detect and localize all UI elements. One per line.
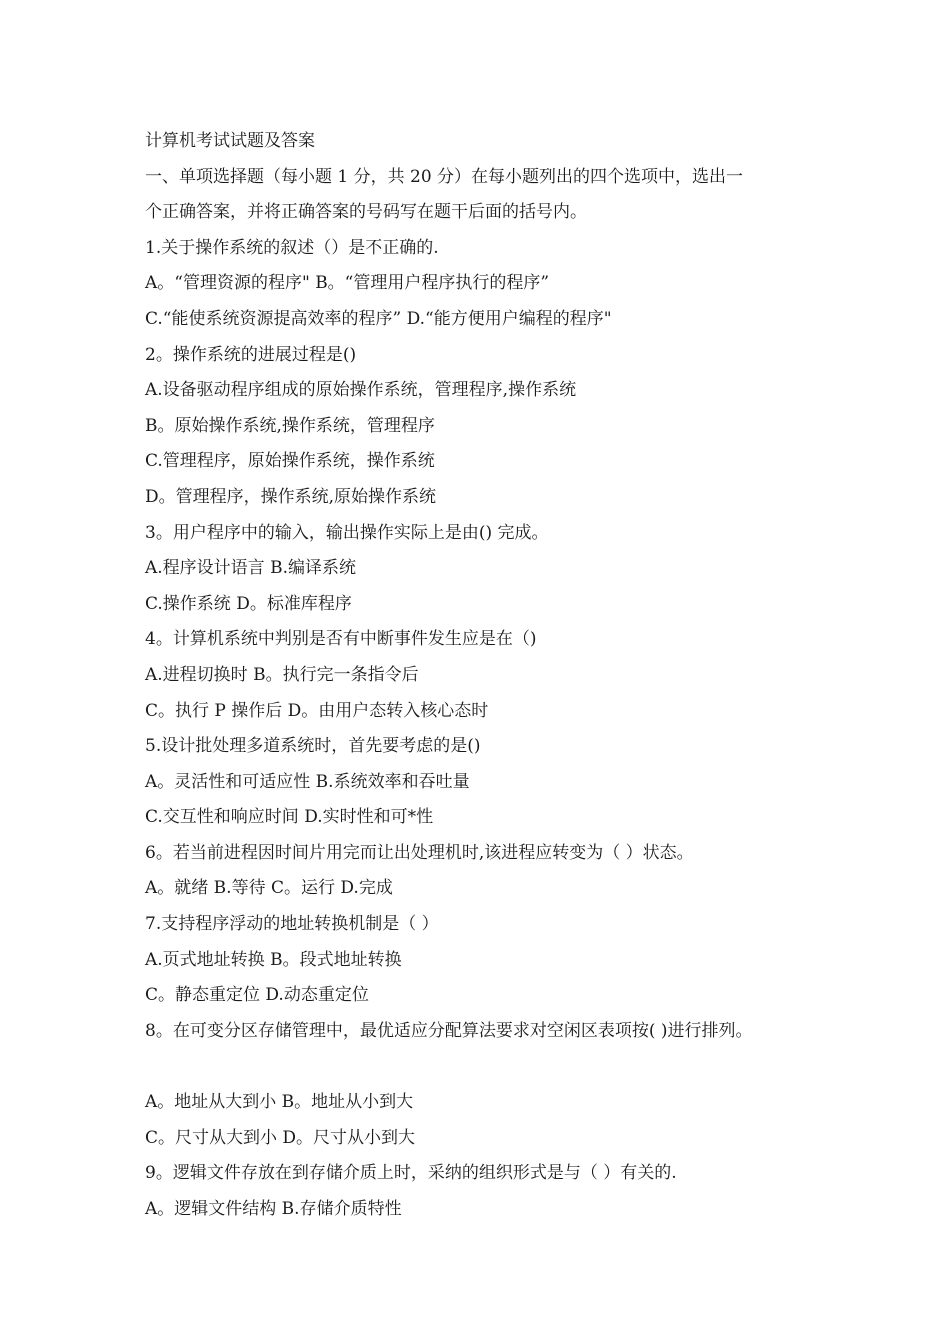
section-heading-line-2: 个正确答案，并将正确答案的号码写在题干后面的括号内。 <box>145 202 587 223</box>
question-7: 7.支持程序浮动的地址转换机制是（ ） <box>145 914 439 935</box>
document-title: 计算机考试试题及答案 <box>145 131 315 151</box>
question-7-options-ab: A.页式地址转换 B。段式地址转换 <box>145 949 402 970</box>
question-4: 4。计算机系统中判别是否有中断事件发生应是在（) <box>145 629 537 650</box>
question-1-options-ab: A。“管理资源的程序" B。“管理用户程序执行的程序” <box>145 273 550 294</box>
question-2-option-a: A.设备驱动程序组成的原始操作系统，管理程序,操作系统 <box>145 380 577 401</box>
question-8-options-cd: C。尺寸从大到小 D。尺寸从小到大 <box>145 1127 416 1148</box>
question-3-options-cd: C.操作系统 D。标准库程序 <box>145 593 352 614</box>
question-3-options-ab: A.程序设计语言 B.编译系统 <box>145 558 356 579</box>
question-7-options-cd: C。静态重定位 D.动态重定位 <box>145 985 369 1006</box>
question-1: 1.关于操作系统的叙述（）是不正确的. <box>145 237 439 258</box>
question-4-options-ab: A.进程切换时 B。执行完一条指令后 <box>145 664 419 685</box>
question-6: 6。若当前进程因时间片用完而让出处理机时,该进程应转变为（ ）状态。 <box>145 842 694 863</box>
question-2-option-c: C.管理程序，原始操作系统，操作系统 <box>145 451 435 472</box>
question-2: 2。操作系统的进展过程是() <box>145 344 357 365</box>
question-1-options-cd: C.“能使系统资源提高效率的程序” D.“能方便用户编程的程序" <box>145 308 612 329</box>
question-8-options-ab: A。地址从大到小 B。地址从小到大 <box>145 1092 414 1113</box>
question-3: 3。用户程序中的输入，输出操作实际上是由() 完成。 <box>145 522 549 543</box>
question-5-options-ab: A。灵活性和可适应性 B.系统效率和吞吐量 <box>145 771 470 792</box>
question-2-option-b: B。原始操作系统,操作系统，管理程序 <box>145 415 435 436</box>
question-8: 8。在可变分区存储管理中，最优适应分配算法要求对空闲区表项按( )进行排列。 <box>145 1020 753 1041</box>
question-4-options-cd: C。执行 P 操作后 D。由用户态转入核心态时 <box>145 700 489 721</box>
question-5-options-cd: C.交互性和响应时间 D.实时性和可*性 <box>145 807 434 828</box>
question-2-option-d: D。管理程序，操作系统,原始操作系统 <box>145 486 437 507</box>
section-heading-line-1: 一、单项选择题（每小题 1 分，共 20 分）在每小题列出的四个选项中，选出一 <box>145 166 744 187</box>
question-6-options: A。就绪 B.等待 C。运行 D.完成 <box>145 878 393 899</box>
blank-line <box>145 1049 835 1085</box>
question-5: 5.设计批处理多道系统时，首先要考虑的是() <box>145 736 481 757</box>
question-9-options-ab: A。逻辑文件结构 B.存储介质特性 <box>145 1198 402 1219</box>
question-9: 9。逻辑文件存放在到存储介质上时，采纳的组织形式是与（ ）有关的. <box>145 1163 677 1184</box>
document-body <box>145 124 835 1227</box>
